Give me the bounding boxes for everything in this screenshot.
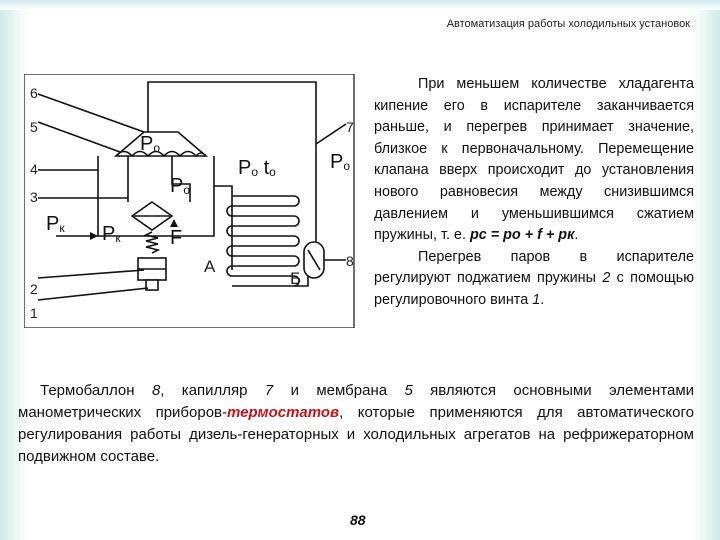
- keyword-thermostats: термостатов: [227, 404, 340, 421]
- callout-2: 2: [30, 281, 38, 297]
- symbol-force-f: F: [170, 227, 183, 249]
- callout-1: 1: [30, 305, 38, 321]
- symbol-p-k-inlet: $P_к$: [46, 213, 65, 235]
- page-number: 88: [350, 512, 366, 528]
- valve-diagram: [24, 74, 376, 328]
- callout-7: 7: [346, 119, 354, 135]
- paragraph-2: Перегрев паров в испарителе регулируют поджатием пружины 2 с помощью регулировочного винта 1.: [374, 248, 694, 308]
- point-b-label: Б: [290, 269, 302, 288]
- paragraph-1: При меньшем количестве хладагента кипение его в испарителе заканчивается раньше, и перегрев принимает значение, близкое к первоначальному. Перемещение клапана вверх происходит до установления нового равновесия между снизившимся давлением и уменьшившимся сжатием пружины, т. е. pс = pо + f + pк.: [374, 76, 694, 244]
- equilibrium-formula: pс = pо + f + pк: [469, 227, 575, 244]
- top-bar: [0, 0, 720, 10]
- callout-6: 6: [30, 85, 38, 101]
- page-header: Автоматизация работы холодильных установок: [446, 18, 690, 30]
- symbol-p-o-bulb: $P_o$: [330, 151, 351, 173]
- symbol-p-o-chamber: $P_o$: [170, 175, 191, 197]
- symbol-p-o-membrane: $P_o$: [140, 133, 161, 155]
- point-a-label: А: [204, 257, 216, 276]
- callout-8: 8: [346, 253, 354, 269]
- callout-5: 5: [30, 119, 38, 135]
- callout-4: 4: [30, 161, 38, 177]
- description-text: [374, 74, 694, 312]
- summary-paragraph: Термобаллон 8, капилляр 7 и мембрана 5 являются основными элементами манометрических приборов-термостатов, которые применяются для автоматического регулирования работы дизель-генераторных и холодильных агрегатов на рефрижераторном подвижном составе.: [18, 382, 695, 465]
- callout-3: 3: [30, 189, 38, 205]
- symbol-p-k-valve: $P_к$: [102, 223, 121, 245]
- summary-text: [18, 380, 694, 468]
- valve-diagram-drawing: [24, 74, 376, 328]
- symbol-p-o-t-o: $P_o$ $t_o$: [238, 157, 276, 179]
